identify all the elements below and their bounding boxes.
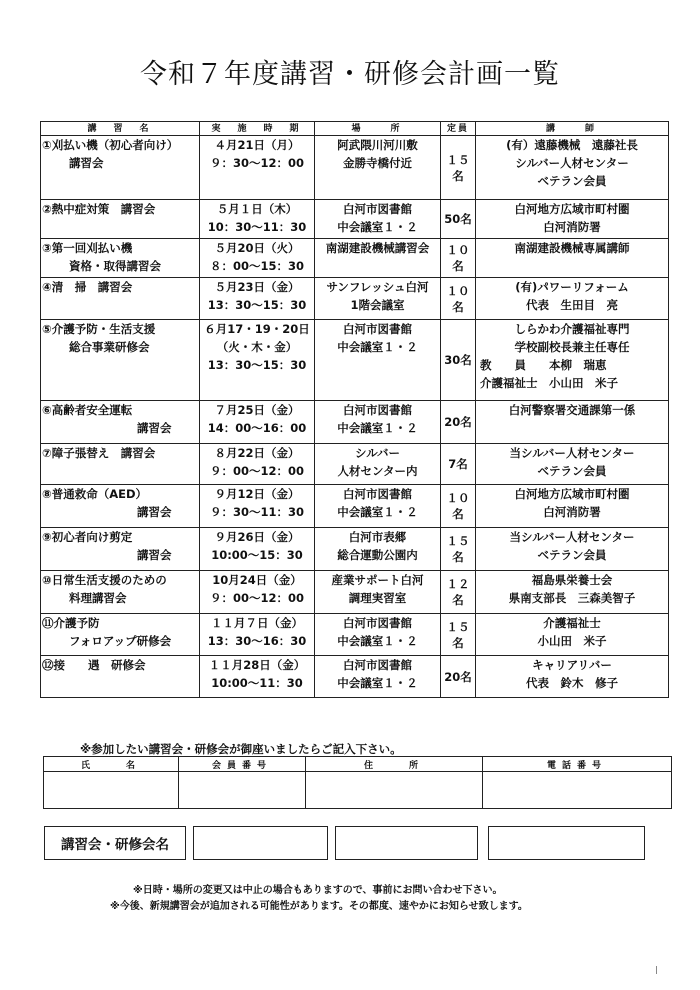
date-cell-line: ５月23日（金） (214, 280, 300, 294)
header-date: 実 施 時 期 (200, 122, 315, 136)
lecturer-cell-line: 福島県栄養士会 (531, 573, 613, 587)
lecturer-cell-line: 白河消防署 (543, 220, 601, 234)
course-name-cell (41, 278, 200, 320)
course-name-cell-line: 講習会 (69, 156, 104, 170)
place-cell-line: 中会議室１・２ (337, 421, 418, 435)
course-name-cell (41, 614, 200, 656)
schedule-row (41, 485, 669, 528)
date-cell (200, 278, 315, 320)
lecturer-cell-line: 介護福祉士 小山田 米子 (480, 376, 618, 390)
date-cell-line: （火・木・金） (216, 340, 298, 354)
lecturer-cell-line: シルバー人材センター (515, 156, 629, 170)
course-name-cell-line: ⑫接 遇 研修会 (42, 658, 146, 672)
capacity-cell: 50名 (441, 200, 476, 239)
course-name-cell-line: ⑦障子張替え 講習会 (42, 446, 156, 460)
change-notice: ※日時・場所の変更又は中止の場合もありますので、事前にお問い合わせ下さい。 (133, 885, 503, 896)
course-name-field-3[interactable] (488, 826, 645, 860)
capacity-cell: １５名 (441, 136, 476, 200)
lecturer-cell-line: 学校副校長兼主任専任 (514, 340, 630, 354)
date-cell (200, 401, 315, 444)
header-course-name: 講 習 名 (41, 122, 200, 136)
course-name-cell-line: 資格・取得講習会 (69, 259, 161, 273)
header-lecturer: 講 師 (476, 122, 669, 136)
date-cell (200, 200, 315, 239)
date-cell-line: ７月25日（金） (214, 403, 300, 417)
date-cell (200, 656, 315, 698)
place-cell-line: 白河市図書館 (343, 202, 412, 216)
entry-header-address: 住 所 (306, 757, 483, 772)
lecturer-cell (476, 320, 669, 401)
lecturer-cell (476, 485, 669, 528)
lecturer-cell-line: キャリアリバー (532, 658, 612, 672)
place-cell (315, 401, 441, 444)
place-cell (315, 571, 441, 614)
date-cell-line: ８：00〜15：30 (209, 259, 304, 273)
course-name-cell-line: ⑩日常生活支援のための (42, 573, 167, 587)
place-cell (315, 528, 441, 571)
lecturer-cell (476, 528, 669, 571)
place-cell-line: 白河市図書館 (343, 616, 412, 630)
entry-form-table (43, 756, 672, 809)
lecturer-cell-line: 白河警察署交通課第一係 (508, 403, 636, 417)
place-cell-line: 産業サポート白河 (331, 573, 424, 587)
course-name-cell (41, 136, 200, 200)
date-cell-line: ９：00〜12：00 (209, 464, 304, 478)
place-cell-line: 人材センター内 (337, 464, 418, 478)
course-name-cell-line: フォロアップ研修会 (69, 634, 172, 648)
schedule-row (41, 278, 669, 320)
date-cell (200, 614, 315, 656)
header-place: 場 所 (315, 122, 441, 136)
place-cell-line: 調理実習室 (348, 591, 407, 605)
lecturer-cell-line: 小山田 米子 (537, 634, 607, 648)
date-cell (200, 444, 315, 485)
schedule-row (41, 571, 669, 614)
date-cell-line: 13：30〜15：30 (207, 298, 307, 312)
place-cell-line: 中会議室１・２ (337, 505, 418, 519)
lecturer-cell-line: ベテラン会員 (537, 174, 607, 188)
schedule-row (41, 239, 669, 278)
capacity-cell: １２名 (441, 571, 476, 614)
entry-header-member-number: 会員番号 (179, 757, 306, 772)
date-cell-line: ９：30〜12：00 (209, 156, 304, 170)
place-cell-line: 白河市図書館 (343, 487, 412, 501)
date-cell (200, 239, 315, 278)
place-cell-line: シルバー (355, 446, 400, 460)
place-cell-line: 中会議室１・２ (337, 340, 418, 354)
schedule-row (41, 136, 669, 200)
date-cell-line: ６月17・19・20日 (204, 322, 310, 336)
course-name-cell-line: ④清 掃 講習会 (42, 280, 133, 294)
phone-field[interactable] (483, 772, 672, 809)
place-cell (315, 444, 441, 485)
course-name-cell-line: ⑥高齢者安全運転 (42, 403, 133, 417)
lecturer-cell (476, 278, 669, 320)
lecturer-cell-line: 代表 生田目 亮 (526, 298, 618, 312)
place-cell (315, 239, 441, 278)
date-cell-line: 10:00〜11：30 (211, 676, 303, 690)
place-cell-line: 白河市図書館 (343, 658, 412, 672)
place-cell (315, 485, 441, 528)
course-name-field-2[interactable] (335, 826, 478, 860)
course-name-cell-line: ①刈払い機（初心者向け） (42, 138, 179, 152)
date-cell (200, 485, 315, 528)
schedule-row (41, 614, 669, 656)
course-name-cell-line: ②熱中症対策 講習会 (42, 202, 156, 216)
place-cell (315, 136, 441, 200)
place-cell-line: 中会議室１・２ (337, 634, 418, 648)
name-field[interactable] (44, 772, 179, 809)
place-cell (315, 656, 441, 698)
course-name-cell (41, 571, 200, 614)
place-cell (315, 278, 441, 320)
date-cell (200, 320, 315, 401)
date-cell (200, 136, 315, 200)
entry-header-name: 氏 名 (44, 757, 179, 772)
schedule-table (40, 121, 669, 698)
date-cell (200, 528, 315, 571)
lecturer-cell-line: 当シルバー人材センター (509, 530, 635, 544)
lecturer-cell (476, 444, 669, 485)
lecturer-cell-line: 県南支部長 三森美智子 (508, 591, 636, 605)
course-name-cell-line: 講習会 (137, 421, 172, 435)
entry-input-row (44, 772, 672, 809)
course-name-cell (41, 320, 200, 401)
schedule-row (41, 401, 669, 444)
member-number-field[interactable] (179, 772, 306, 809)
lecturer-cell (476, 239, 669, 278)
date-cell-line: ４月21日（月） (214, 138, 300, 152)
course-name-cell (41, 200, 200, 239)
capacity-cell: １５名 (441, 614, 476, 656)
lecturer-cell-line: 教 員 本柳 瑞恵 (480, 358, 607, 372)
date-cell (200, 571, 315, 614)
course-name-cell-line: 講習会 (137, 548, 172, 562)
entry-header-row (44, 757, 672, 772)
lecturer-cell-line: しらかわ介護福祉専門 (514, 322, 630, 336)
date-cell-line: ５月１日（木） (216, 202, 298, 216)
date-cell-line: ９：00〜12：00 (209, 591, 304, 605)
capacity-cell: 30名 (441, 320, 476, 401)
capacity-cell: 7名 (441, 444, 476, 485)
place-cell-line: 金勝寺橋付近 (343, 156, 412, 170)
place-cell (315, 320, 441, 401)
date-cell-line: ５月20日（火） (214, 241, 300, 255)
capacity-cell: １０名 (441, 239, 476, 278)
addition-notice: ※今後、新規講習会が追加される可能性があります。その都度、速やかにお知らせ致します。 (110, 901, 528, 912)
entry-note: ※参加したい講習会・研修会が御座いましたらご記入下さい。 (80, 742, 402, 756)
schedule-row (41, 656, 669, 698)
capacity-cell: １０名 (441, 278, 476, 320)
page-title: 令和７年度講習・研修会計画一覧 (140, 59, 560, 90)
schedule-row (41, 444, 669, 485)
place-cell-line: 南湖建設機械講習会 (325, 241, 430, 255)
place-cell-line: 中会議室１・２ (337, 220, 418, 234)
lecturer-cell-line: ベテラン会員 (537, 548, 607, 562)
capacity-cell: １５名 (441, 528, 476, 571)
course-name-cell (41, 444, 200, 485)
date-cell-line: 10月24日（金） (212, 573, 302, 587)
lecturer-cell-line: 白河消防署 (543, 505, 601, 519)
place-cell-line: 阿武隈川河川敷 (337, 138, 418, 152)
course-name-cell (41, 401, 200, 444)
lecturer-cell-line: ベテラン会員 (537, 464, 607, 478)
capacity-cell: １０名 (441, 485, 476, 528)
course-name-cell-line: ⑪介護予防 (42, 616, 100, 630)
course-name-cell (41, 485, 200, 528)
course-name-cell-line: ⑨初心者向け剪定 (42, 530, 133, 544)
schedule-row (41, 320, 669, 401)
lecturer-cell-line: 代表 鈴木 修子 (526, 676, 618, 690)
lecturer-cell-line: 介護福祉士 (543, 616, 601, 630)
header-capacity: 定員 (441, 122, 476, 136)
date-cell-line: 10:00〜15：30 (211, 548, 303, 562)
place-cell-line: 1階会議室 (350, 298, 405, 312)
place-cell-line: サンフレッシュ白河 (326, 280, 429, 294)
place-cell-line: 中会議室１・２ (337, 676, 418, 690)
course-name-label: 講習会・研修会名 (44, 826, 186, 860)
place-cell-line: 白河市表郷 (348, 530, 407, 544)
course-name-cell-line: ⑤介護予防・生活支援 (42, 322, 156, 336)
lecturer-cell-line: 当シルバー人材センター (509, 446, 635, 460)
schedule-header-row (41, 122, 669, 136)
scan-mark (656, 966, 657, 974)
course-name-cell (41, 656, 200, 698)
lecturer-cell (476, 614, 669, 656)
entry-header-phone: 電話番号 (483, 757, 672, 772)
lecturer-cell (476, 200, 669, 239)
place-cell-line: 総合運動公園内 (337, 548, 418, 562)
place-cell-line: 白河市図書館 (343, 322, 412, 336)
course-name-cell (41, 239, 200, 278)
course-name-cell (41, 528, 200, 571)
date-cell-line: ９月12日（金） (214, 487, 300, 501)
course-name-cell-line: ⑧普通救命（AED） (42, 487, 148, 501)
course-name-field-1[interactable] (193, 826, 328, 860)
lecturer-cell (476, 401, 669, 444)
course-name-cell-line: 総合事業研修会 (69, 340, 150, 354)
lecturer-cell-line: (有)パワーリフォーム (515, 280, 629, 294)
capacity-cell: 20名 (441, 656, 476, 698)
lecturer-cell-line: 南湖建設機械専属講師 (514, 241, 630, 255)
place-cell-line: 白河市図書館 (343, 403, 412, 417)
place-cell (315, 200, 441, 239)
lecturer-cell (476, 571, 669, 614)
date-cell-line: １１月28日（金） (208, 658, 306, 672)
date-cell-line: 13：30〜16：30 (207, 634, 307, 648)
date-cell-line: 10：30〜11：30 (207, 220, 307, 234)
date-cell-line: １１月７日（金） (211, 616, 303, 630)
capacity-cell: 20名 (441, 401, 476, 444)
schedule-row (41, 528, 669, 571)
date-cell-line: 13：30〜15：30 (207, 358, 307, 372)
course-name-cell-line: 料理講習会 (69, 591, 127, 605)
lecturer-cell-line: 白河地方広域市町村圏 (514, 202, 630, 216)
lecturer-cell-line: (有）遠藤機械 遠藤社長 (506, 138, 638, 152)
place-cell (315, 614, 441, 656)
schedule-row (41, 200, 669, 239)
lecturer-cell-line: 白河地方広域市町村圏 (514, 487, 630, 501)
course-name-cell-line: 講習会 (137, 505, 172, 519)
date-cell-line: ９：30〜11：30 (209, 505, 304, 519)
lecturer-cell (476, 136, 669, 200)
course-name-cell-line: ③第一回刈払い機 (42, 241, 133, 255)
date-cell-line: ８月22日（金） (214, 446, 300, 460)
date-cell-line: ９月26日（金） (214, 530, 300, 544)
lecturer-cell (476, 656, 669, 698)
date-cell-line: 14：00〜16：00 (207, 421, 307, 435)
address-field[interactable] (306, 772, 483, 809)
